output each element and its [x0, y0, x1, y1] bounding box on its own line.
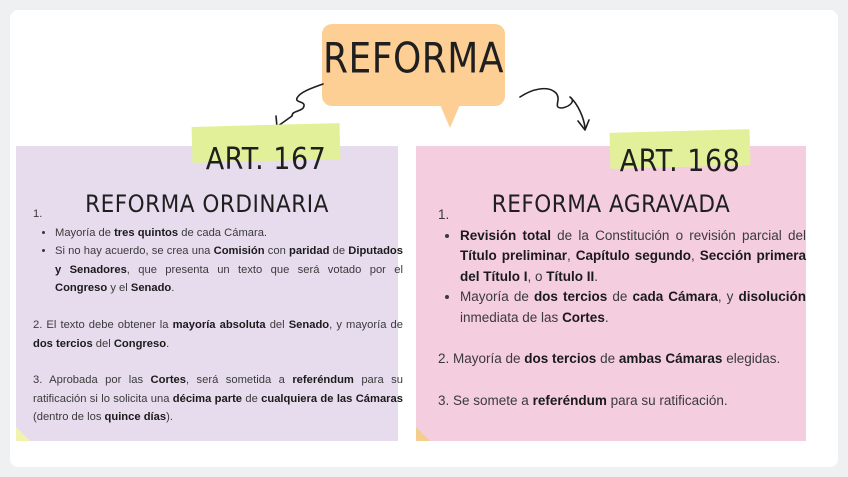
right-bullet-list [438, 226, 806, 329]
right-paragraph-2: 2. Mayoría de dos tercios de ambas Cámaras elegidas. [438, 351, 781, 366]
right-paragraph-3: 3. Se somete a referéndum para su ratificación. [438, 392, 728, 408]
root-title: REFORMA [323, 34, 504, 84]
right-card-fold [416, 427, 430, 441]
right-bullet-2: • Mayoría de dos tercios de cada Cámara, y disolución inmediata de las Cortes. [460, 287, 806, 328]
left-card-fold [16, 427, 30, 441]
right-bullet-1: • Revisión total de la Constitución o revisión parcial del Título preliminar, Capítulo segundo, Sección primera del Título I, o Título II. [460, 226, 806, 288]
left-paragraph-3: 3. Aprobada por las Cortes, será sometida a referéndum para su ratificación si lo solicita una décima parte de cualquiera de las Cámaras (dentro de los quince días). [33, 374, 403, 424]
right-card-body [438, 205, 806, 411]
right-card-title: REFORMA AGRAVADA [491, 190, 731, 218]
left-bullet-2: • Si no hay acuerdo, se crea una Comisión con paridad de Diputados y Senadores, que presenta un texto que será votado por el Congreso y el Senado. [55, 242, 403, 298]
right-tab-label: ART. 168 [619, 144, 741, 179]
left-bullet-list [33, 224, 403, 298]
left-tab-label: ART. 167 [205, 142, 327, 177]
left-card-body [33, 205, 403, 427]
left-bullet-1: • Mayoría de tres quintos de cada Cámara. [55, 224, 403, 243]
left-item-number-1: 1. [33, 208, 43, 220]
right-arrow-icon [520, 89, 585, 128]
left-paragraph-2: 2. El texto debe obtener la mayoría absoluta del Senado, y mayoría de dos tercios del Congreso. [33, 318, 403, 350]
left-arrow-icon [278, 84, 323, 126]
left-card-title: REFORMA ORDINARIA [85, 190, 329, 218]
right-item-number-1: 1. [438, 207, 450, 222]
